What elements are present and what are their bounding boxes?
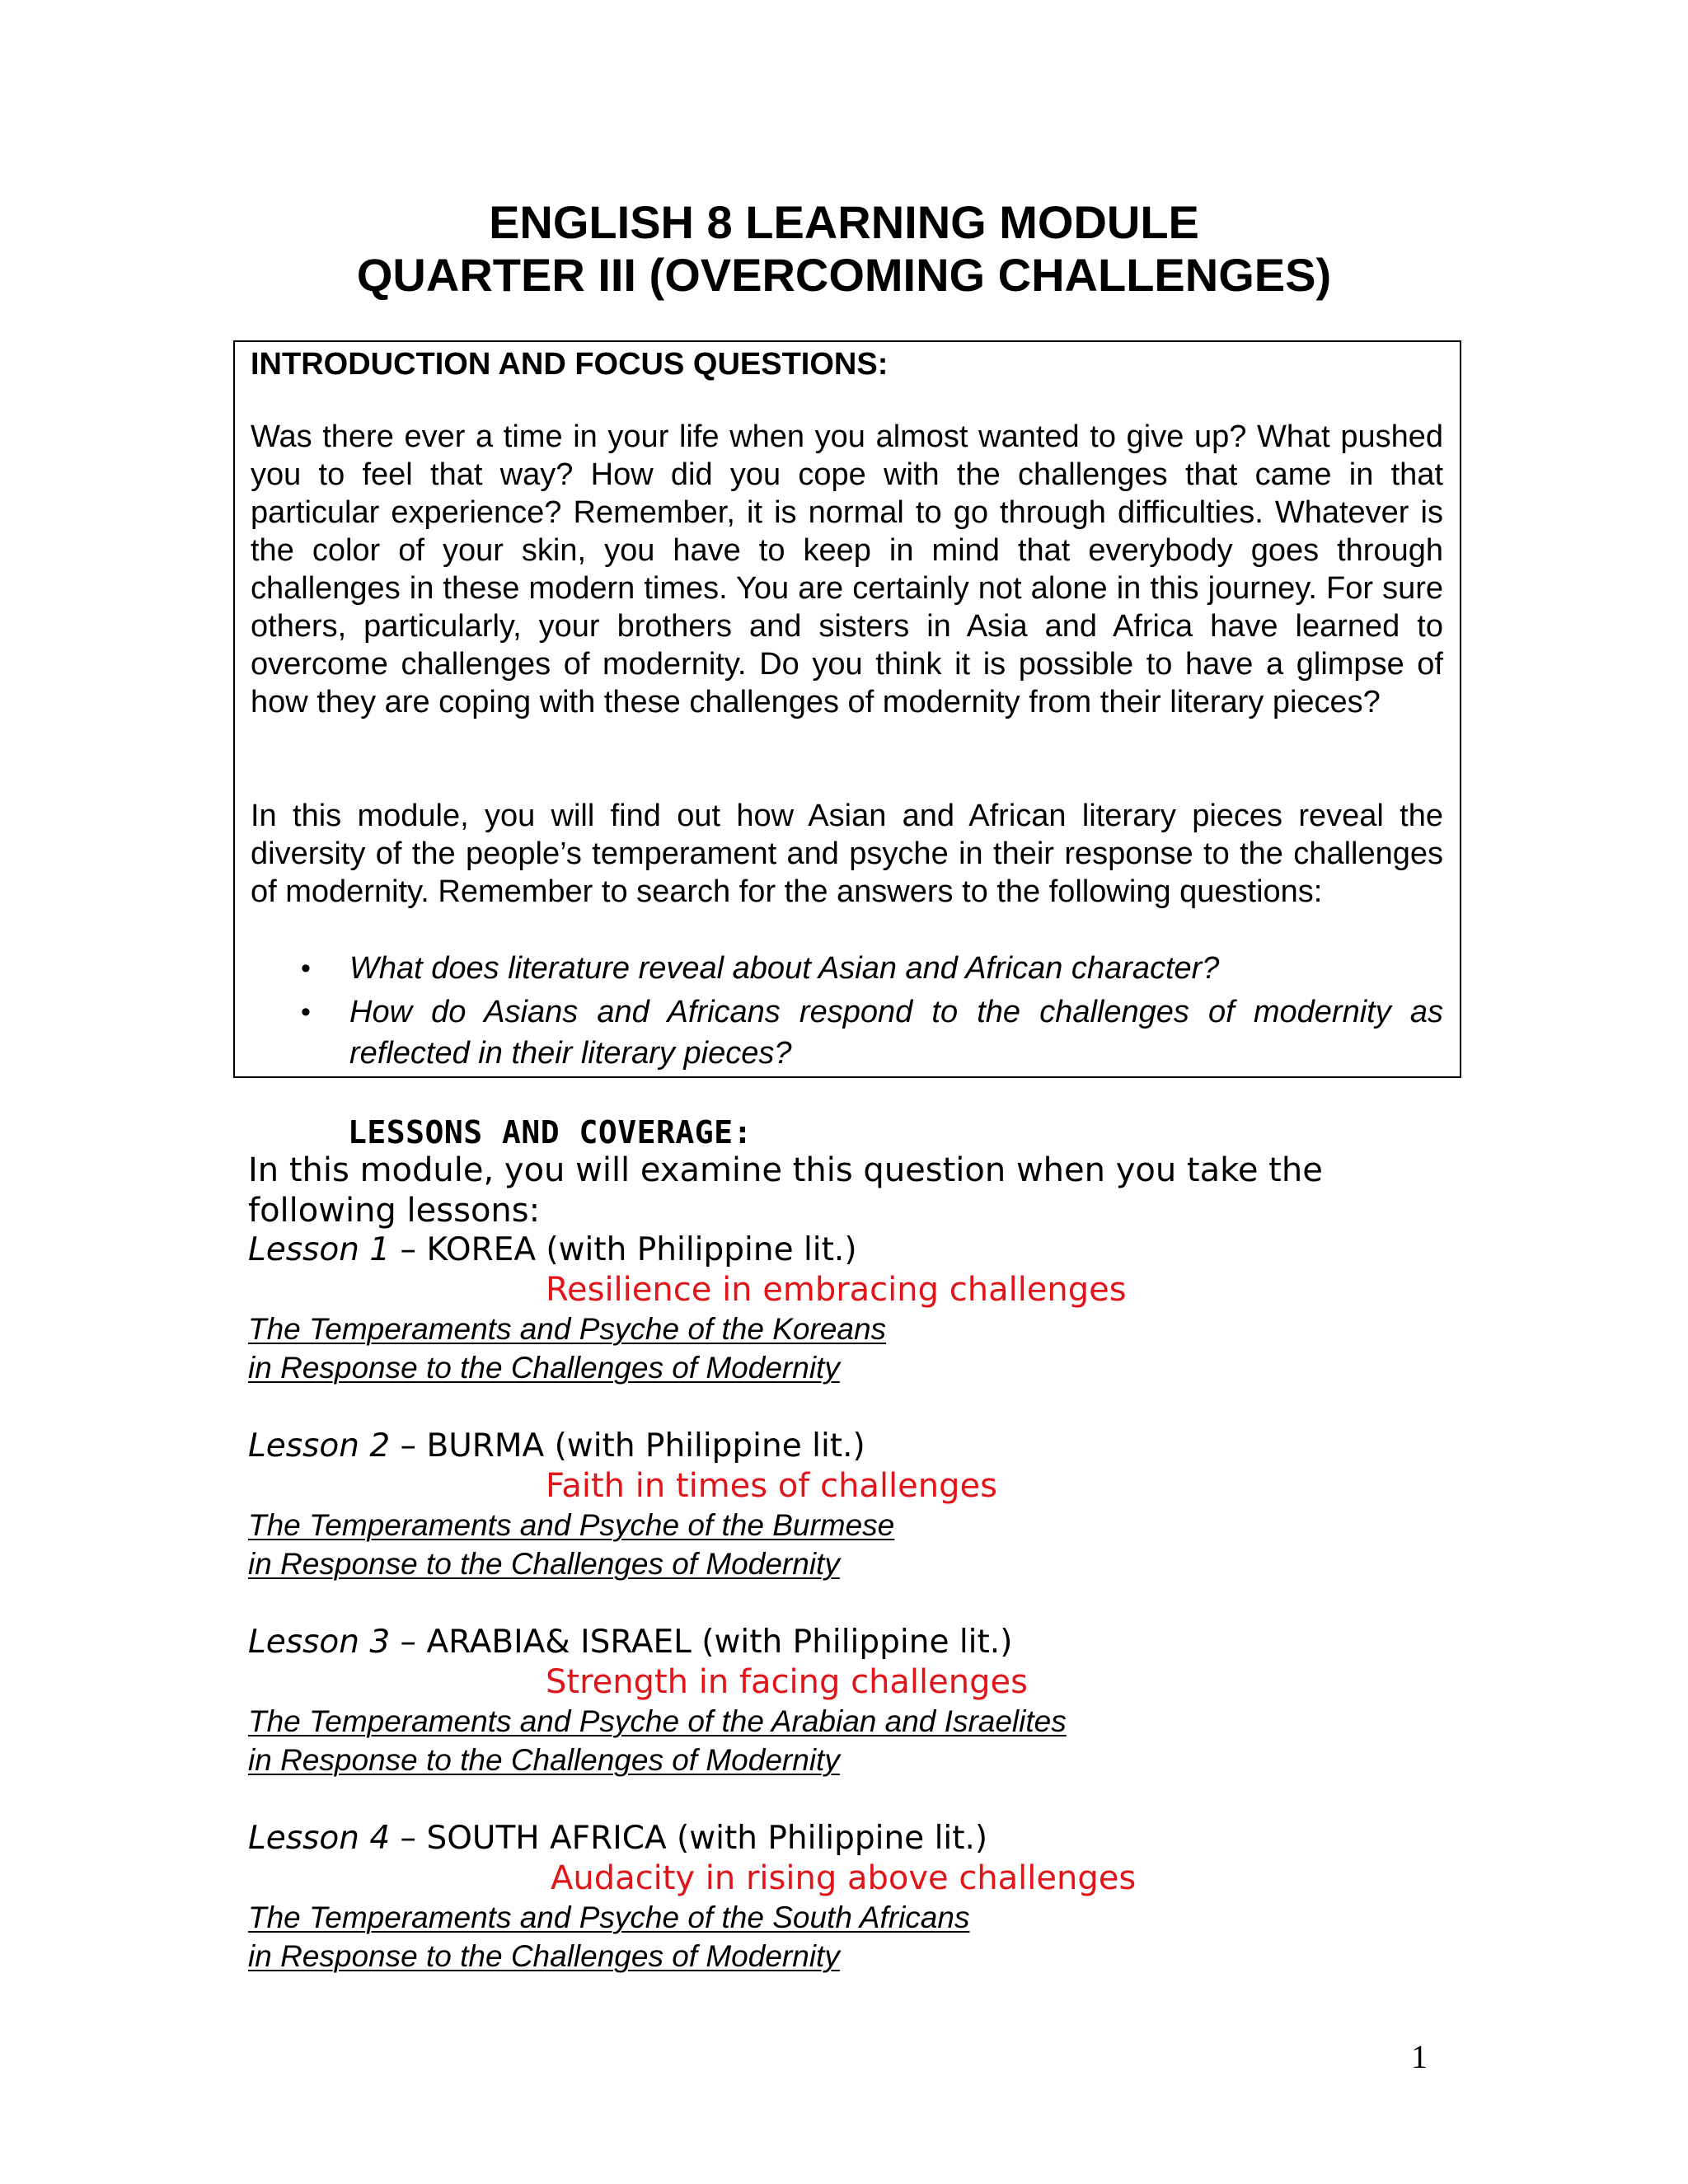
lesson-theme: Resilience in embracing challenges xyxy=(546,1271,1127,1309)
lesson-number: Lesson 2 xyxy=(248,1427,391,1465)
lesson-theme: Faith in times of challenges xyxy=(546,1467,997,1505)
introduction-heading: INTRODUCTION AND FOCUS QUESTIONS: xyxy=(251,347,889,382)
lesson-number: Lesson 1 xyxy=(248,1231,391,1268)
title-line-2: QUARTER III (OVERCOMING CHALLENGES) xyxy=(356,249,1332,301)
lesson-subtitle: in Response to the Challenges of Modernity xyxy=(248,1547,840,1581)
focus-question xyxy=(235,948,1443,989)
lesson-subtitle: in Response to the Challenges of Modernity xyxy=(248,1743,840,1777)
lessons-intro: In this module, you will examine this question when you take the following lessons: xyxy=(248,1151,1323,1230)
lesson-theme: Strength in facing challenges xyxy=(546,1663,1028,1701)
lesson-subtitle: The Temperaments and Psyche of the Arabian and Israelites xyxy=(248,1704,1067,1738)
introduction-paragraph: Was there ever a time in your life when you almost wanted to give up? What pushed you to feel that way? How did you cope with the challenges that came in that particular experience? Remember, it is normal to go through difficulties. Whatever is the color of your skin, you have to keep in mind that everybody goes through challenges in these modern times. You are certainly not alone in this journey. For sure others, particularly, your brothers and sisters in Asia and Africa have learned to overcome challenges of modernity. Do you think it is possible to have a glimpse of how they are coping with these challenges of modernity from their literary pieces? xyxy=(251,419,1443,719)
lesson-dash: – xyxy=(390,1231,427,1268)
lesson-header xyxy=(248,1818,1484,1858)
lesson-block xyxy=(248,1818,1484,1975)
bullet-icon: • xyxy=(301,953,311,984)
focus-questions-list xyxy=(235,948,1443,1074)
lesson-country: KOREA (with Philippine lit.) xyxy=(426,1231,857,1268)
module-purpose-paragraph: In this module, you will find out how Asian and African literary pieces reveal the diversity of the people’s temperament and psyche in their response to the challenges of modernity. Remember to search for the answers to the following questions: xyxy=(251,799,1443,909)
focus-question-text: What does literature reveal about Asian and African character? xyxy=(349,951,1220,986)
lesson-subtitle: in Response to the Challenges of Modernity xyxy=(248,1939,840,1973)
lesson-number: Lesson 4 xyxy=(248,1820,391,1857)
lessons-heading: LESSONS AND COVERAGE: xyxy=(348,1114,753,1151)
lesson-block xyxy=(248,1230,1484,1387)
bullet-icon: • xyxy=(301,996,311,1028)
page-number: 1 xyxy=(1411,2038,1428,2075)
lesson-header xyxy=(248,1622,1484,1662)
focus-question-text: How do Asians and Africans respond to the challenges of modernity as reflected in their literary pieces? xyxy=(349,995,1443,1071)
lesson-theme: Audacity in rising above challenges xyxy=(551,1859,1137,1897)
lesson-number: Lesson 3 xyxy=(248,1624,391,1661)
lesson-header xyxy=(248,1230,1484,1270)
introduction-box xyxy=(233,340,1461,1078)
lesson-subtitle: in Response to the Challenges of Modernity xyxy=(248,1351,840,1385)
lesson-subtitle: The Temperaments and Psyche of the Koreans xyxy=(248,1312,887,1346)
lesson-block xyxy=(248,1622,1484,1779)
lesson-dash: – xyxy=(390,1820,427,1857)
lesson-country: BURMA (with Philippine lit.) xyxy=(426,1427,865,1465)
lesson-dash: – xyxy=(390,1427,427,1465)
lesson-subtitle: The Temperaments and Psyche of the Burmese xyxy=(248,1508,895,1542)
lesson-dash: – xyxy=(390,1624,427,1661)
module-title xyxy=(0,196,1688,302)
lesson-block xyxy=(248,1426,1484,1583)
lesson-header xyxy=(248,1426,1484,1466)
lesson-country: SOUTH AFRICA (with Philippine lit.) xyxy=(426,1820,988,1857)
focus-question xyxy=(235,991,1443,1074)
title-line-1: ENGLISH 8 LEARNING MODULE xyxy=(489,196,1199,248)
lesson-country: ARABIA& ISRAEL (with Philippine lit.) xyxy=(426,1624,1013,1661)
lesson-subtitle: The Temperaments and Psyche of the South Africans xyxy=(248,1900,970,1934)
